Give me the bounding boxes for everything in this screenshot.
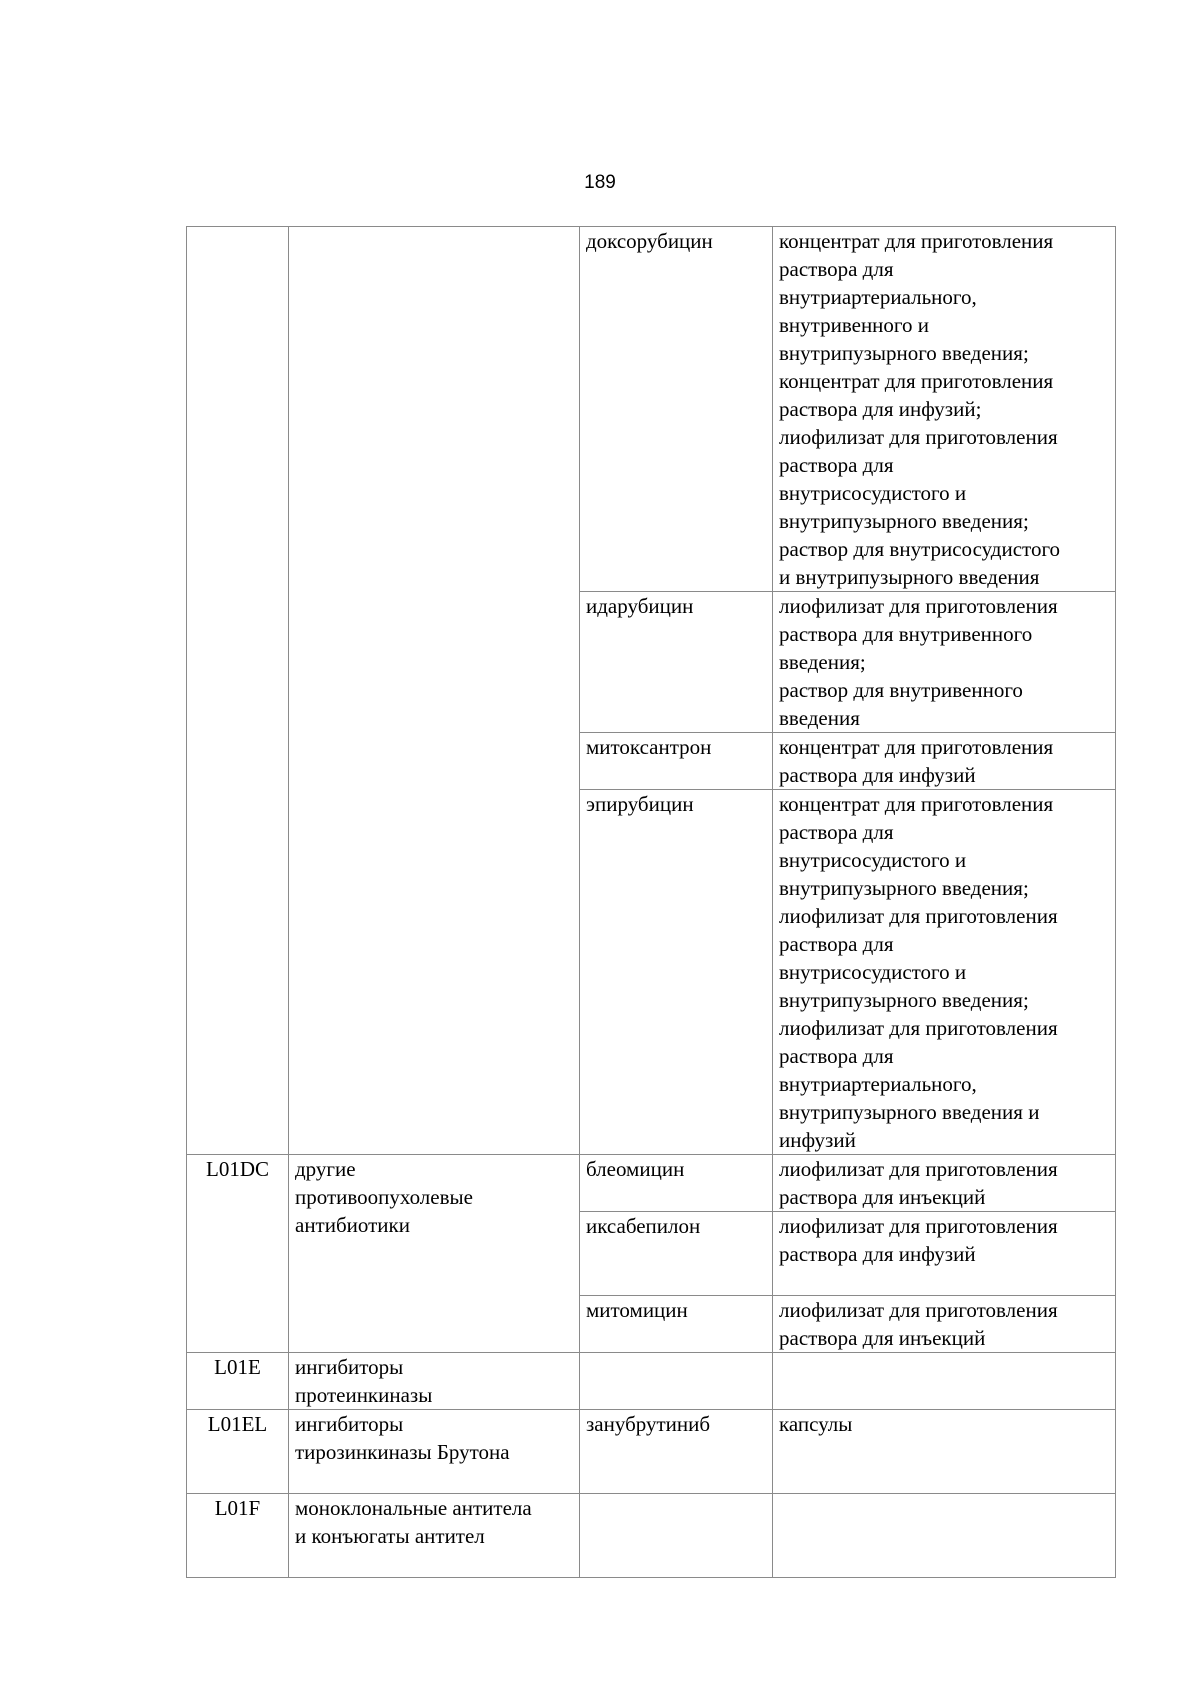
dosage-form-line: внутрипузырного введения;	[779, 341, 1029, 365]
substance-name: митомицин	[580, 1296, 773, 1353]
table-row-l01el	[187, 1410, 1116, 1494]
substance-name: занубрутиниб	[580, 1410, 773, 1494]
atc-code: L01E	[187, 1353, 289, 1410]
group-line: ингибиторы	[295, 1355, 404, 1379]
dosage-forms	[773, 227, 1116, 592]
dosage-forms	[773, 592, 1116, 733]
substance-name: митоксантрон	[580, 733, 773, 790]
table-row-doxorubicin	[187, 227, 1116, 592]
dosage-form-line: лиофилизат для приготовления	[779, 1214, 1058, 1238]
drug-classification-table	[186, 226, 1116, 1578]
dosage-form-line: раствора для инъекций	[779, 1326, 986, 1350]
group-line: другие	[295, 1157, 356, 1181]
dosage-form-line: раствора для	[779, 1044, 894, 1068]
pharmacological-group	[289, 1494, 580, 1578]
dosage-form-line: внутрипузырного введения;	[779, 988, 1029, 1012]
dosage-form-line: лиофилизат для приготовления	[779, 1016, 1058, 1040]
dosage-forms	[773, 1155, 1116, 1212]
group-line: ингибиторы	[295, 1412, 404, 1436]
dosage-forms	[773, 790, 1116, 1155]
group-line: тирозинкиназы Брутона	[295, 1440, 510, 1464]
substance-name: идарубицин	[580, 592, 773, 733]
table-row-l01dc	[187, 1155, 1116, 1212]
dosage-form-line: раствора для	[779, 257, 894, 281]
dosage-form-line: и внутрипузырного введения	[779, 565, 1040, 589]
substance-name: доксорубицин	[580, 227, 773, 592]
substance-name: иксабепилон	[580, 1212, 773, 1296]
group-cell-empty	[289, 227, 580, 1155]
dosage-form-line: внутрипузырного введения и	[779, 1100, 1040, 1124]
dosage-form-line: внутриартериального,	[779, 285, 977, 309]
dosage-form-line: концентрат для приготовления	[779, 735, 1054, 759]
dosage-form-line: внутрисосудистого и	[779, 848, 967, 872]
page-number: 189	[584, 172, 616, 193]
dosage-form-line: внутрипузырного введения;	[779, 876, 1029, 900]
dosage-forms	[773, 1296, 1116, 1353]
dosage-form-line: концентрат для приготовления	[779, 229, 1054, 253]
code-cell-empty	[187, 227, 289, 1155]
substance-name-empty	[580, 1353, 773, 1410]
group-line: протеинкиназы	[295, 1383, 433, 1407]
dosage-form-line: раствора для инфузий	[779, 1242, 976, 1266]
atc-code: L01DC	[187, 1155, 289, 1353]
substance-name-empty	[580, 1494, 773, 1578]
group-line: и конъюгаты антител	[295, 1524, 485, 1548]
pharmacological-group	[289, 1353, 580, 1410]
dosage-form-line: раствора для внутривенного	[779, 622, 1033, 646]
substance-name: блеомицин	[580, 1155, 773, 1212]
dosage-form-line: внутрипузырного введения;	[779, 509, 1029, 533]
group-line: моноклональные антитела	[295, 1496, 532, 1520]
group-line: противоопухолевые	[295, 1185, 473, 1209]
table-row-l01e	[187, 1353, 1116, 1410]
dosage-form-line: введения	[779, 706, 860, 730]
dosage-forms	[773, 1212, 1116, 1296]
dosage-form-line: раствора для инфузий;	[779, 397, 982, 421]
pharmacological-group	[289, 1410, 580, 1494]
dosage-form-line: внутриартериального,	[779, 1072, 977, 1096]
dosage-form-line: раствора для инъекций	[779, 1185, 986, 1209]
dosage-form-line: концентрат для приготовления	[779, 792, 1054, 816]
dosage-forms	[773, 733, 1116, 790]
pharmacological-group	[289, 1155, 580, 1353]
dosage-form-line: внутрисосудистого и	[779, 481, 967, 505]
dosage-form-line: введения;	[779, 650, 866, 674]
dosage-form-line: лиофилизат для приготовления	[779, 425, 1058, 449]
table-row-l01f	[187, 1494, 1116, 1578]
dosage-form-line: внутривенного и	[779, 313, 929, 337]
dosage-form-line: лиофилизат для приготовления	[779, 1298, 1058, 1322]
dosage-form-line: лиофилизат для приготовления	[779, 904, 1058, 928]
dosage-form-line: раствора для	[779, 820, 894, 844]
dosage-forms-empty	[773, 1494, 1116, 1578]
dosage-form-line: капсулы	[779, 1412, 853, 1436]
atc-code: L01F	[187, 1494, 289, 1578]
dosage-form-line: раствор для внутрисосудистого	[779, 537, 1061, 561]
dosage-forms	[773, 1410, 1116, 1494]
dosage-form-line: раствор для внутривенного	[779, 678, 1023, 702]
dosage-form-line: раствора для инфузий	[779, 763, 976, 787]
dosage-form-line: инфузий	[779, 1128, 856, 1152]
substance-name: эпирубицин	[580, 790, 773, 1155]
dosage-form-line: лиофилизат для приготовления	[779, 594, 1058, 618]
dosage-form-line: раствора для	[779, 453, 894, 477]
dosage-form-line: внутрисосудистого и	[779, 960, 967, 984]
dosage-form-line: концентрат для приготовления	[779, 369, 1054, 393]
group-line: антибиотики	[295, 1213, 410, 1237]
dosage-form-line: раствора для	[779, 932, 894, 956]
dosage-forms-empty	[773, 1353, 1116, 1410]
atc-code: L01EL	[187, 1410, 289, 1494]
dosage-form-line: лиофилизат для приготовления	[779, 1157, 1058, 1181]
